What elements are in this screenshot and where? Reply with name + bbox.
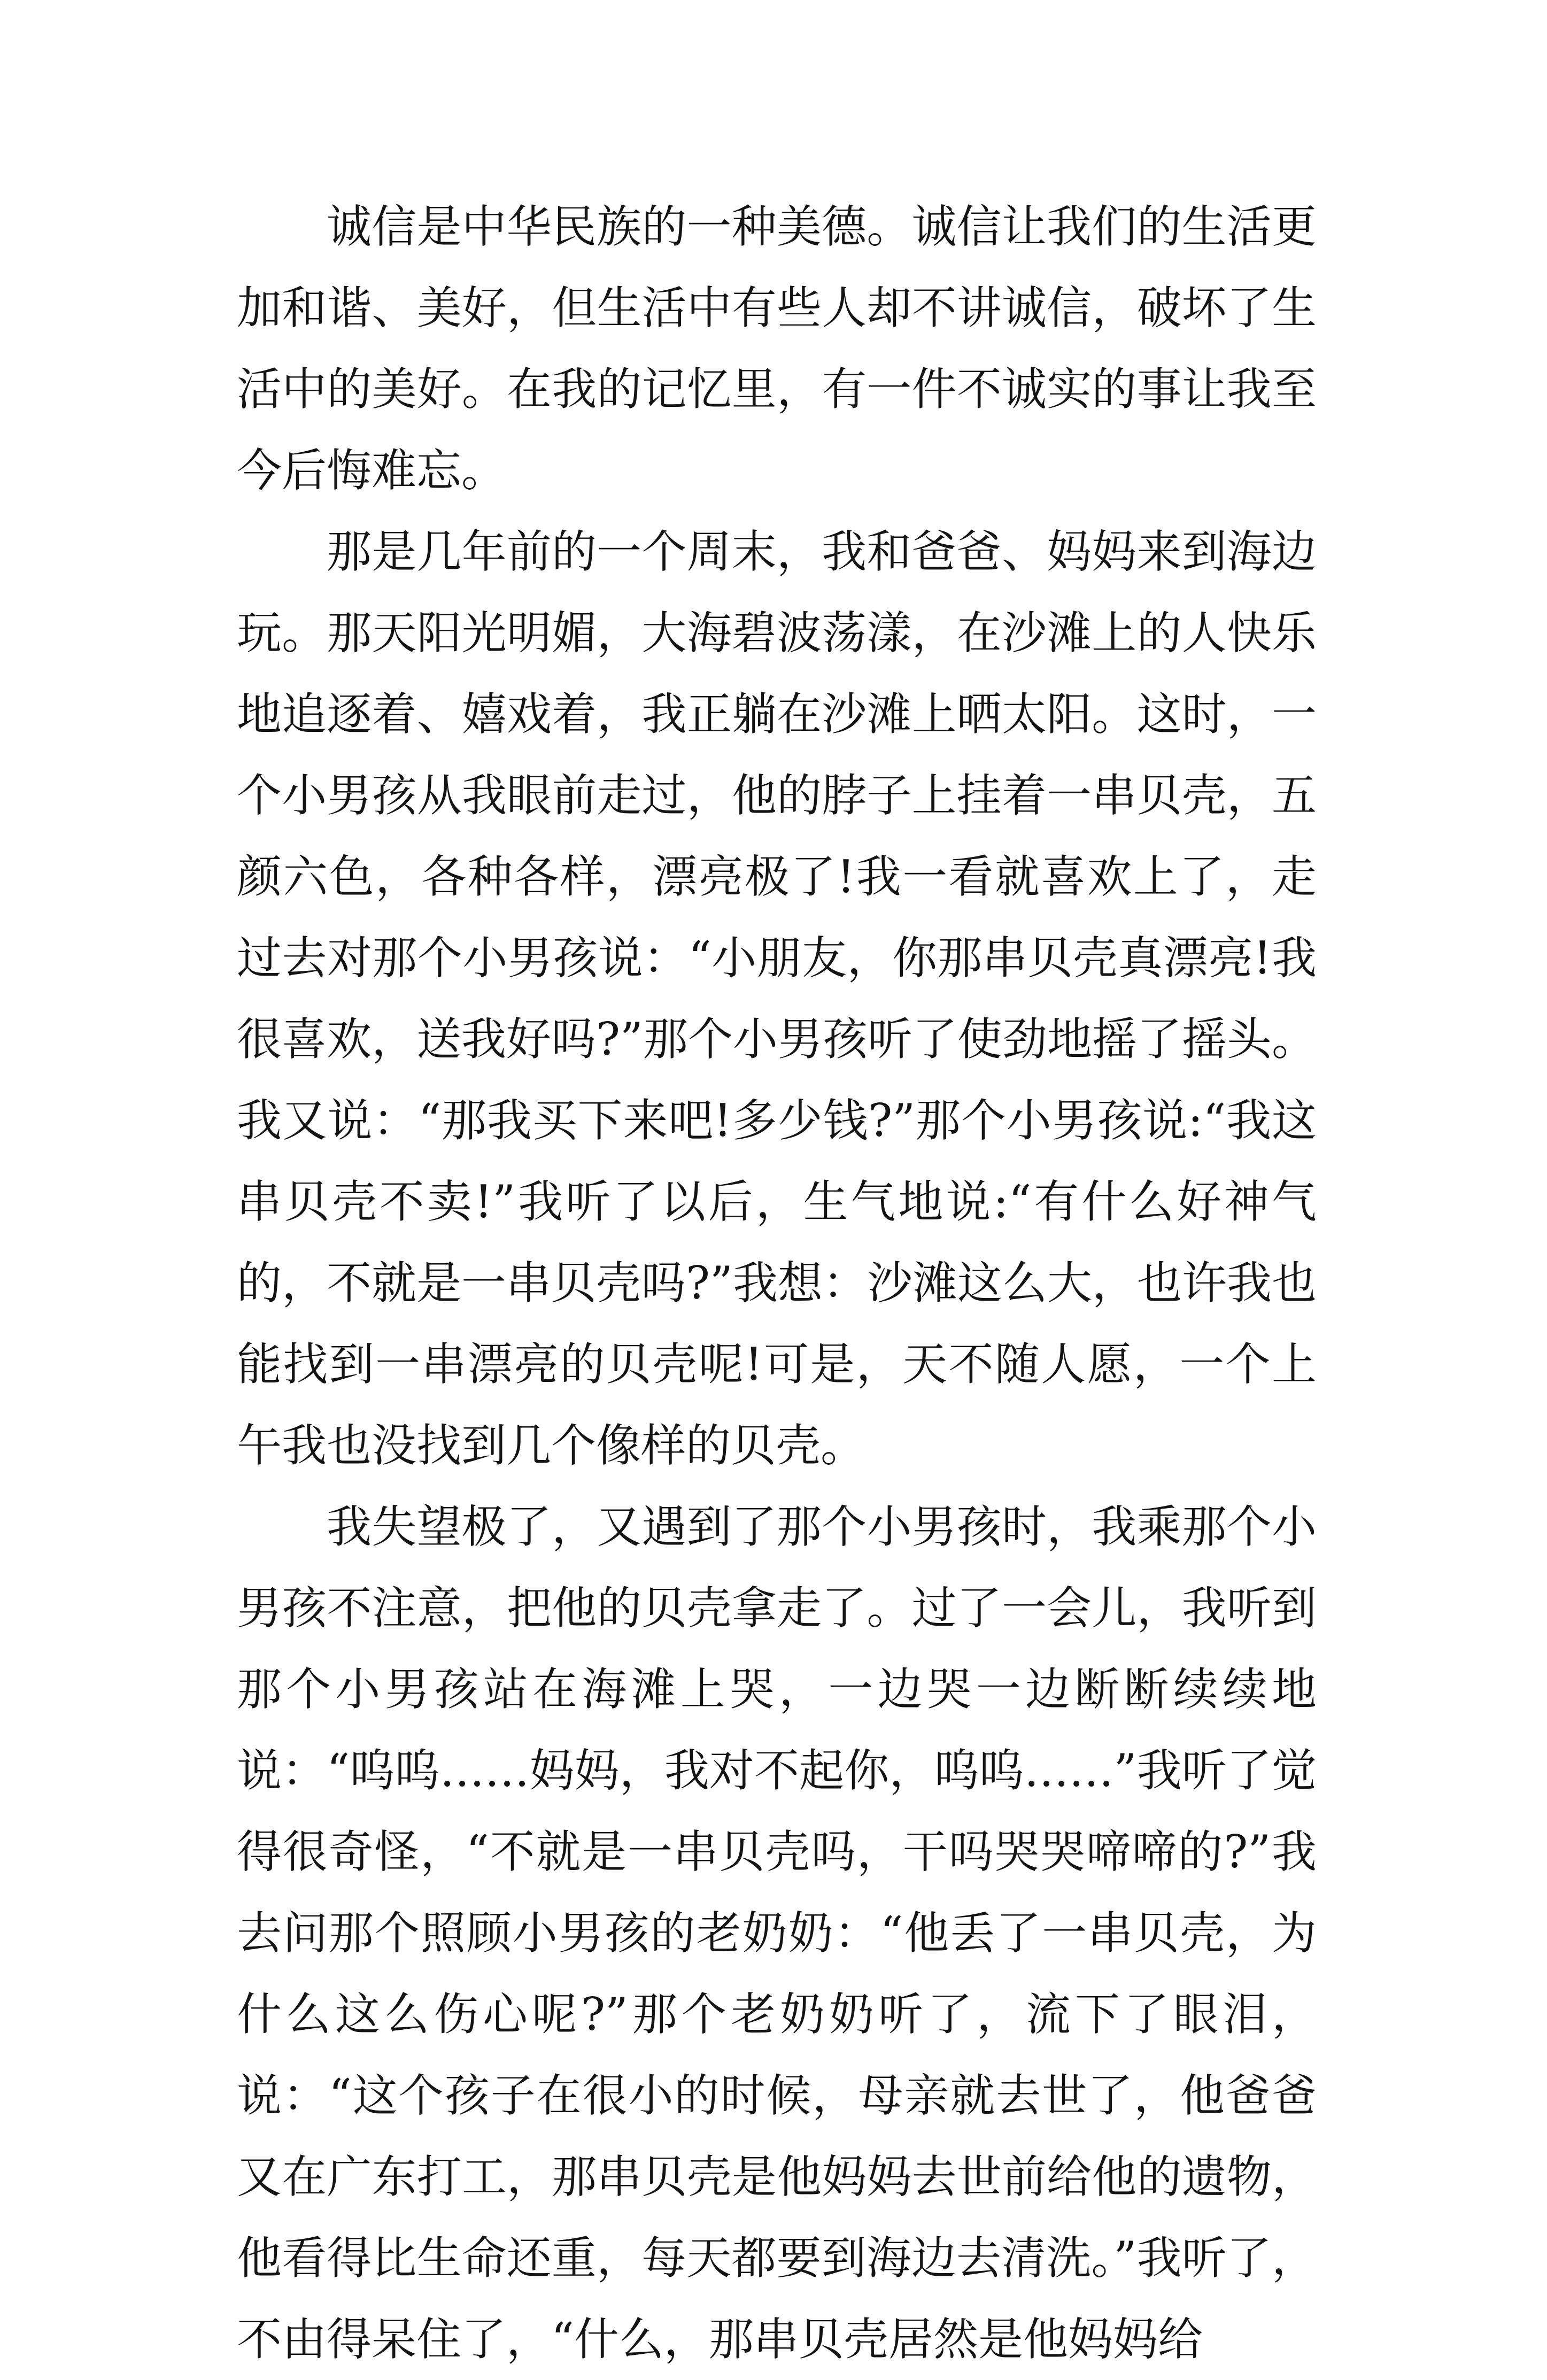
paragraph-1: 诚信是中华民族的一种美德。诚信让我们的生活更加和谐、美好，但生活中有些人却不讲诚信，破坏了生活中的美好。在我的记忆里，有一件不诚实的事让我至今后悔难忘。 <box>237 200 1317 497</box>
paragraph-2: 那是几年前的一个周末，我和爸爸、妈妈来到海边玩。那天阳光明媚，大海碧波荡漾，在沙滩上的人快乐地追逐着、嬉戏着，我正躺在沙滩上晒太阳。这时，一个小男孩从我眼前走过，他的脖子上挂着一串贝壳，五颜六色，各种各样，漂亮极了!我一看就喜欢上了，走过去对那个小男孩说：“小朋友，你那串贝壳真漂亮!我很喜欢，送我好吗?”那个小男孩听了使劲地摇了摇头。我又说：“那我买下来吧!多少钱?”那个小男孩说:“我这串贝壳不卖!”我听了以后，生气地说:“有什么好神气的，不就是一串贝壳吗?”我想：沙滩这么大，也许我也能找到一串漂亮的贝壳呢!可是，天不随人愿，一个上午我也没找到几个像样的贝壳。 <box>237 526 1317 1472</box>
document-body <box>237 186 1317 2380</box>
paragraph-3: 我失望极了，又遇到了那个小男孩时，我乘那个小男孩不注意，把他的贝壳拿走了。过了一会儿，我听到那个小男孩站在海滩上哭，一边哭一边断断续续地说：“呜呜……妈妈，我对不起你，呜呜……”我听了觉得很奇怪，“不就是一串贝壳吗，干吗哭哭啼啼的?”我去问那个照顾小男孩的老奶奶：“他丢了一串贝壳，为什么这么伤心呢?”那个老奶奶听了，流下了眼泪，说：“这个孩子在很小的时候，母亲就去世了，他爸爸又在广东打工，那串贝壳是他妈妈去世前给他的遗物，他看得比生命还重，每天都要到海边去清洗。”我听了，不由得呆住了，“什么，那串贝壳居然是他妈妈给 <box>237 1501 1317 2366</box>
